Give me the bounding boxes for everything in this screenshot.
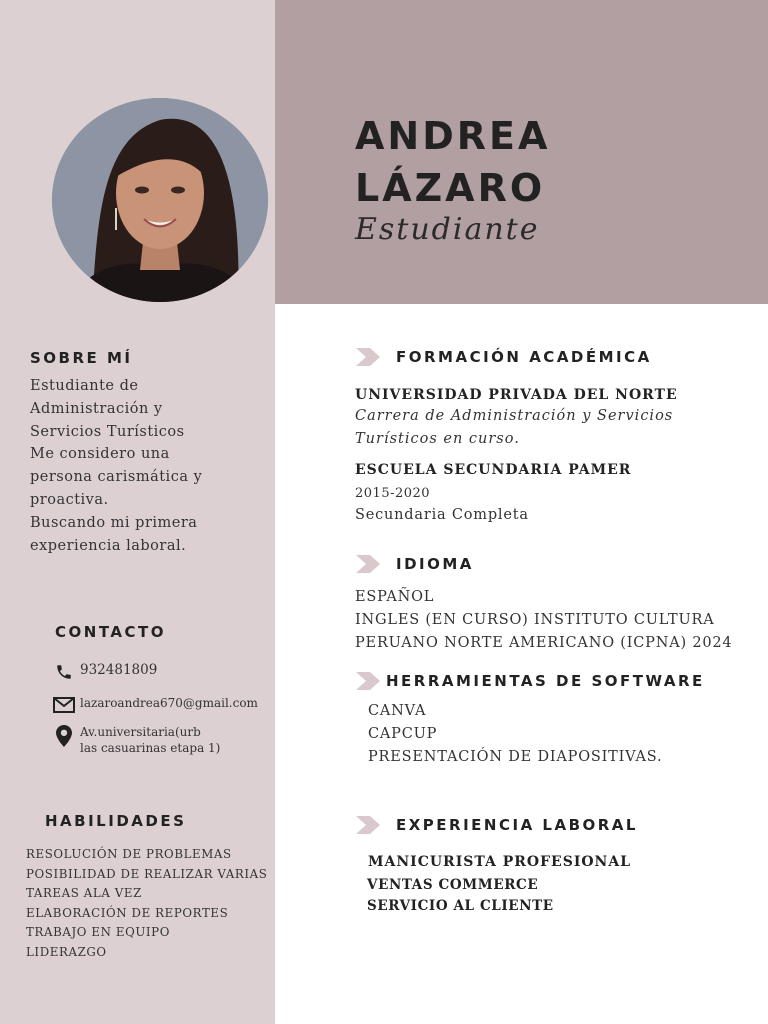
skill-item: LIDERAZGO xyxy=(26,944,107,959)
skills-heading: HABILIDADES xyxy=(45,812,187,830)
chevron-arrow-icon xyxy=(356,816,380,834)
software-list xyxy=(368,700,662,769)
address-line1: Av.universitaria(urb xyxy=(80,725,201,739)
chevron-arrow-icon xyxy=(356,348,380,366)
language-item: ESPAÑOL xyxy=(355,589,435,605)
skill-item: RESOLUCIÓN DE PROBLEMAS xyxy=(26,847,232,861)
address-line2: las casuarinas etapa 1) xyxy=(80,741,221,755)
name-last: LÁZARO xyxy=(355,166,546,210)
experience-item: VENTAS COMMERCE xyxy=(367,877,539,893)
envelope-icon xyxy=(52,695,76,715)
candidate-name xyxy=(355,110,550,214)
experience-item: SERVICIO AL CLIENTE xyxy=(367,898,554,914)
about-line: Servicios Turísticos xyxy=(30,423,185,440)
chevron-arrow-icon xyxy=(356,672,380,690)
software-item: CAPCUP xyxy=(368,726,438,742)
education-detail: Secundaria Completa xyxy=(355,507,529,523)
education-institution: ESCUELA SECUNDARIA PAMER xyxy=(355,462,632,478)
experience-list xyxy=(367,875,554,917)
map-pin-icon xyxy=(52,724,76,748)
phone-number: 932481809 xyxy=(80,662,158,678)
language-item: INGLES (EN CURSO) INSTITUTO CULTURA xyxy=(355,612,715,628)
profile-photo xyxy=(52,98,268,302)
software-heading-label: HERRAMIENTAS DE SOFTWARE xyxy=(386,672,705,690)
about-line: Administración y xyxy=(30,400,163,417)
skill-item: ELABORACIÓN DE REPORTES xyxy=(26,905,229,920)
contact-heading: CONTACTO xyxy=(55,623,166,641)
candidate-role: Estudiante xyxy=(355,212,540,247)
email-address: lazaroandrea670@gmail.com xyxy=(80,696,258,710)
contact-phone[interactable] xyxy=(52,662,157,682)
name-first: ANDREA xyxy=(355,114,551,158)
experience-item: MANICURISTA PROFESIONAL xyxy=(368,854,632,870)
education-heading-label: FORMACIÓN ACADÉMICA xyxy=(396,348,652,366)
contact-address[interactable] xyxy=(52,724,220,756)
software-heading xyxy=(356,672,705,690)
about-line: Estudiante de xyxy=(30,378,139,394)
education-detail-line: Turísticos en curso. xyxy=(355,431,520,447)
software-item: PRESENTACIÓN DE DIAPOSITIVAS. xyxy=(368,749,663,765)
software-item: CANVA xyxy=(368,703,427,719)
languages-list xyxy=(355,586,732,655)
experience-heading xyxy=(356,816,638,834)
skills-list xyxy=(26,845,267,962)
education-institution: UNIVERSIDAD PRIVADA DEL NORTE xyxy=(355,387,678,403)
chevron-arrow-icon xyxy=(356,555,380,573)
skill-item: TAREAS ALA VEZ xyxy=(26,886,142,900)
skill-item: TRABAJO EN EQUIPO xyxy=(26,925,170,939)
contact-email[interactable] xyxy=(52,695,258,715)
about-text xyxy=(30,375,260,557)
address xyxy=(80,724,220,756)
phone-icon xyxy=(52,662,76,682)
education-years: 2015-2020 xyxy=(355,486,431,501)
skill-item: POSIBILIDAD DE REALIZAR VARIAS xyxy=(26,866,268,881)
about-line: Me considero una xyxy=(30,446,170,463)
education-detail-line: Carrera de Administración y Servicios xyxy=(355,408,674,424)
language-item: PERUANO NORTE AMERICANO (ICPNA) 2024 xyxy=(355,635,733,651)
about-line: proactiva. xyxy=(30,491,109,508)
languages-heading xyxy=(356,555,474,573)
education-heading xyxy=(356,348,652,366)
about-line: experiencia laboral. xyxy=(30,537,187,554)
education-detail xyxy=(355,405,673,451)
languages-heading-label: IDIOMA xyxy=(396,555,474,573)
about-heading: SOBRE MÍ xyxy=(30,349,133,367)
about-line: Buscando mi primera xyxy=(30,514,198,531)
about-line: persona carismática y xyxy=(30,469,203,486)
experience-heading-label: EXPERIENCIA LABORAL xyxy=(396,816,638,834)
